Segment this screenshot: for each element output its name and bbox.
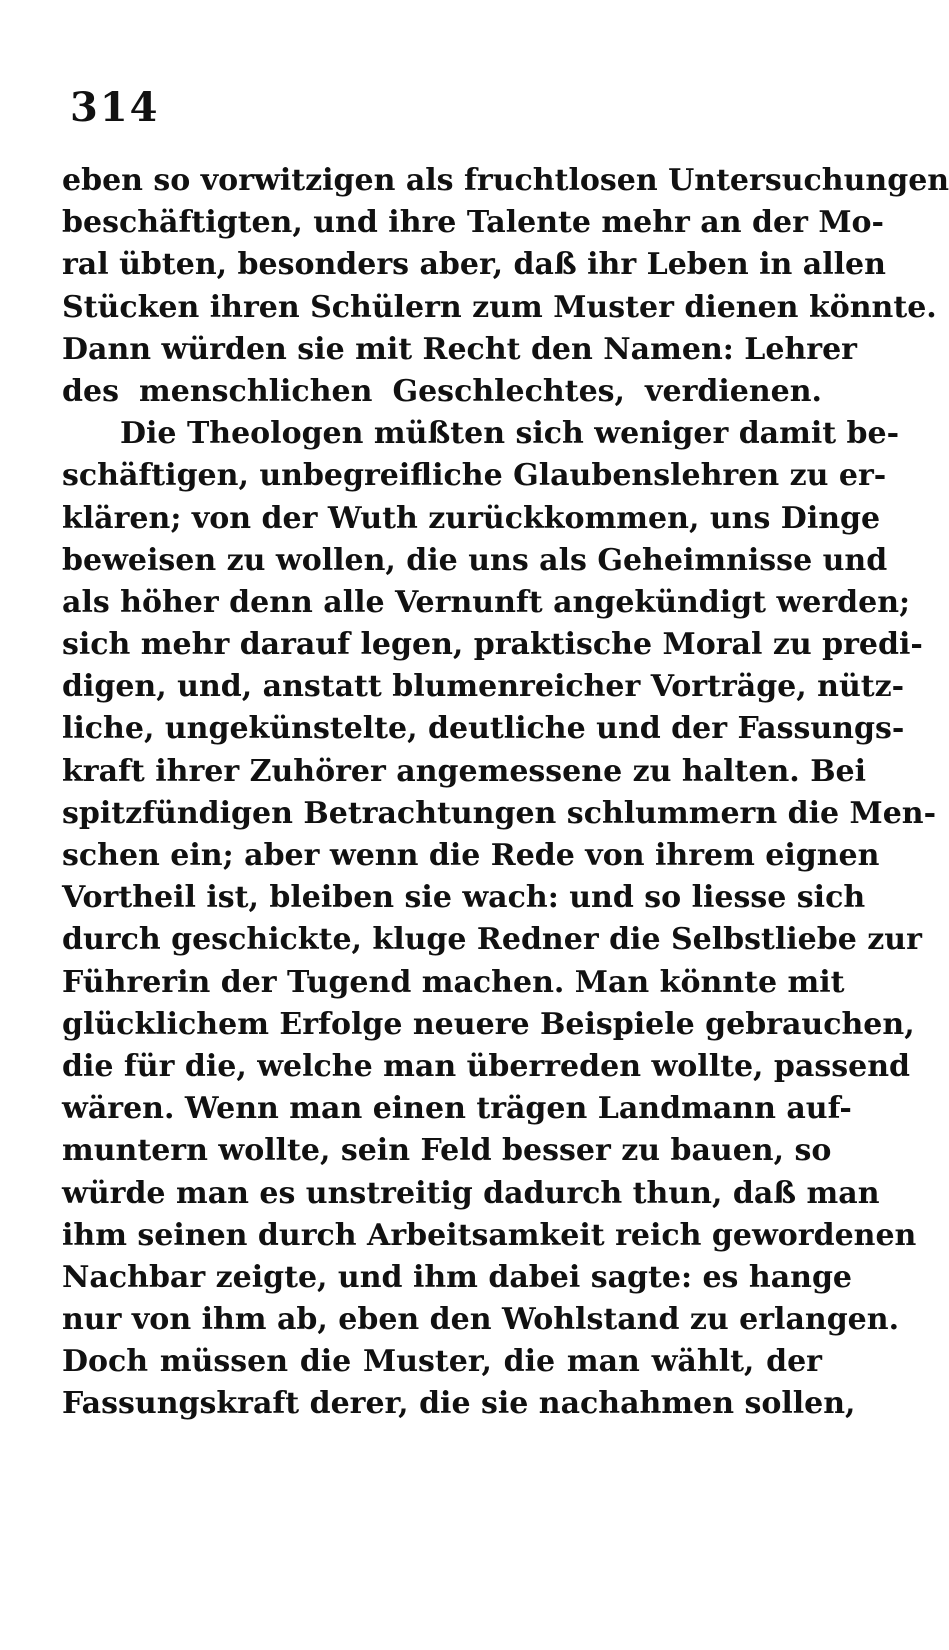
text-line: wären. Wenn man einen trägen Landmann auf- — [62, 1091, 852, 1127]
text-line: glücklichem Erfolge neuere Beispiele gebrauchen, — [62, 1006, 915, 1042]
text-line: beschäftigten, und ihre Talente mehr an der Mo- — [62, 205, 884, 241]
text-line: Doch müssen die Muster, die man wählt, der — [62, 1344, 822, 1380]
text-line: muntern wollte, sein Feld besser zu bauen, so — [62, 1133, 832, 1169]
body-text — [62, 160, 949, 1426]
text-line: des menschlichen Geschlechtes, verdienen. — [62, 373, 822, 409]
text-line: klären; von der Wuth zurückkommen, uns Dinge — [62, 500, 881, 536]
text-line: schen ein; aber wenn die Rede von ihrem eignen — [62, 838, 880, 873]
text-line: sich mehr darauf legen, praktische Moral zu predi- — [62, 627, 923, 663]
text-line: kraft ihrer Zuhörer angemessene zu halten. Bei — [62, 753, 867, 789]
text-line: ral übten, besonders aber, daß ihr Leben in allen — [62, 247, 886, 283]
text-line: nur von ihm ab, eben den Wohlstand zu erlangen. — [62, 1302, 900, 1338]
text-line: digen, und, anstatt blumenreicher Vorträge, nütz- — [62, 669, 905, 705]
text-line: die für die, welche man überreden wollte, passend — [62, 1048, 910, 1084]
text-line: spitzfündigen Betrachtungen schlummern die Men- — [62, 795, 937, 831]
text-line: durch geschickte, kluge Redner die Selbstliebe zur — [62, 922, 922, 958]
text-line: als höher denn alle Vernunft angekündigt werden; — [62, 584, 911, 620]
text-line: Führerin der Tugend machen. Man könnte mit — [62, 964, 845, 1000]
text-line: schäftigen, unbegreifliche Glaubenslehren zu er- — [62, 458, 887, 494]
page-number: 314 — [70, 84, 160, 131]
text-line: liche, ungekünstelte, deutliche und der Fassungs- — [62, 711, 905, 747]
text-line: Nachbar zeigte, und ihm dabei sagte: es hange — [62, 1259, 853, 1295]
text-line: beweisen zu wollen, die uns als Geheimnisse und — [62, 542, 888, 578]
text-line: Dann würden sie mit Recht den Namen: Lehrer — [62, 331, 857, 367]
text-line: Fassungskraft derer, die sie nachahmen sollen, — [62, 1386, 856, 1422]
text-line: Vortheil ist, bleiben sie wach: und so liesse sich — [62, 880, 866, 916]
text-line: Die Theologen müßten sich weniger damit be- — [120, 416, 900, 452]
text-line: Stücken ihren Schülern zum Muster dienen könnte. — [62, 289, 937, 325]
text-line: ihm seinen durch Arbeitsamkeit reich gewordenen — [62, 1217, 917, 1253]
text-line: eben so vorwitzigen als fruchtlosen Untersuchungen — [62, 163, 949, 198]
text-line: würde man es unstreitig dadurch thun, daß man — [62, 1175, 880, 1211]
